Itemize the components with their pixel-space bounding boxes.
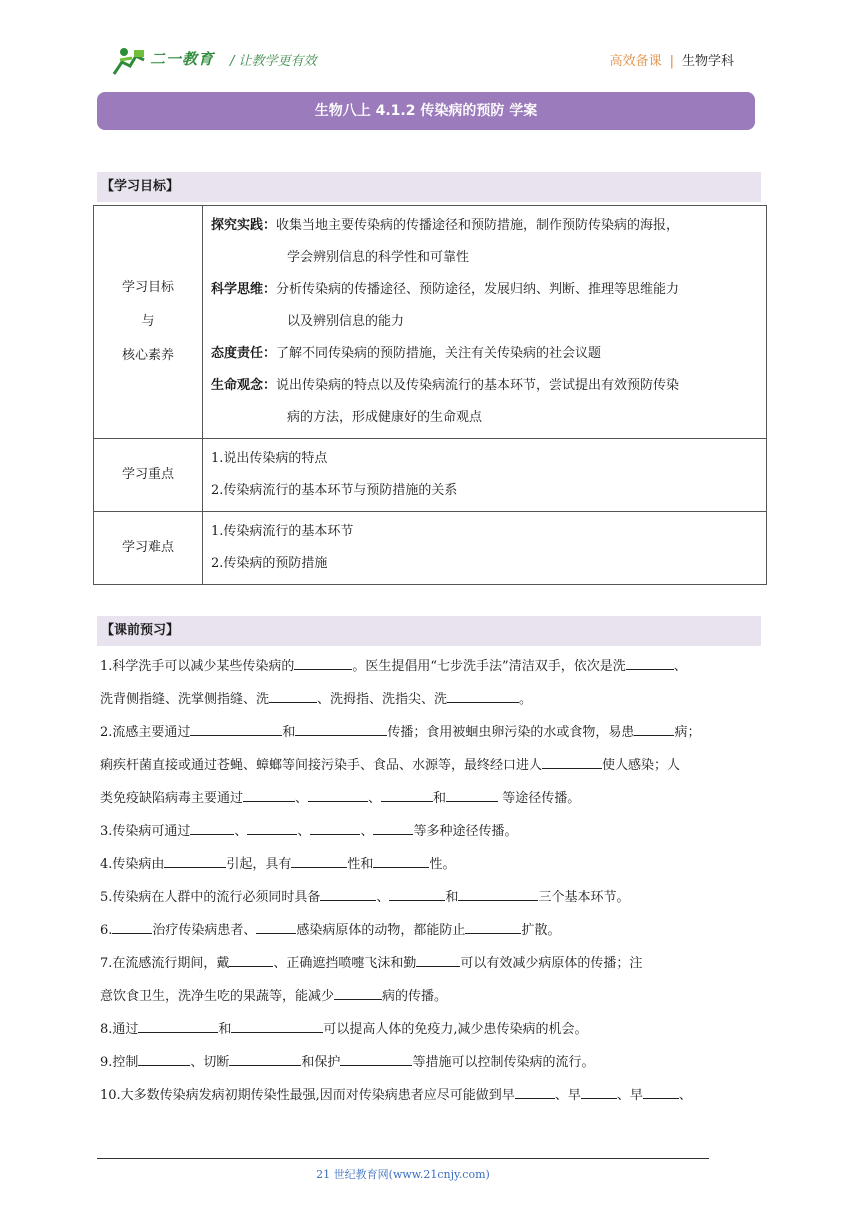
q-text: 等途径传播。 <box>498 791 581 806</box>
q-text: 类免疫缺陷病毒主要通过 <box>100 791 244 806</box>
q-text: 使人感染；人 <box>602 758 681 773</box>
q-text: 扩散。 <box>521 923 561 938</box>
q-text: 2.流感主要通过 <box>100 725 191 740</box>
goal-text-cont: 病的方法，形成健康好的生命观点 <box>287 410 483 425</box>
header-tag-prep: 高效备课 <box>609 54 662 69</box>
section-preview-heading: 【课前预习】 <box>97 616 761 646</box>
question-line <box>100 749 764 782</box>
answer-blank[interactable] <box>190 820 234 835</box>
logo-text: 二一教育 <box>150 50 215 68</box>
q-text: 7.在流感流行期间，戴 <box>100 956 230 971</box>
footer-link[interactable]: 21 世纪教育网(www.21cnjy.com) <box>316 1168 490 1181</box>
q-text: 和 <box>282 725 296 740</box>
question-line <box>100 716 764 749</box>
q-text: 、 <box>678 1088 692 1103</box>
question-line <box>100 683 764 716</box>
answer-blank[interactable] <box>542 754 602 769</box>
footer-divider <box>97 1158 709 1159</box>
q-text: 洗背侧指缝、洗掌侧指缝、洗 <box>100 692 270 707</box>
goal-item <box>211 338 760 370</box>
q-text: 、早 <box>554 1088 581 1103</box>
q-text: 引起，具有 <box>226 857 292 872</box>
answer-blank[interactable] <box>112 919 152 934</box>
answer-blank[interactable] <box>269 688 317 703</box>
answer-blank[interactable] <box>231 1018 323 1033</box>
q-text: 、 <box>360 824 374 839</box>
question-line <box>100 650 764 683</box>
page-title: 生物八上 4.1.2 传染病的预防 学案 <box>97 92 755 130</box>
answer-blank[interactable] <box>416 952 460 967</box>
question-line <box>100 848 764 881</box>
answer-blank[interactable] <box>295 721 387 736</box>
header-separator: | <box>669 54 674 69</box>
q-text: 、洗拇指、洗指尖、洗 <box>317 692 448 707</box>
answer-blank[interactable] <box>465 919 521 934</box>
row-content <box>203 439 767 512</box>
answer-blank[interactable] <box>164 853 226 868</box>
q-text: 意饮食卫生，洗净生吃的果蔬等，能减少 <box>100 989 335 1004</box>
q-text: 可以提高人体的免疫力,减少患传染病的机会。 <box>323 1022 588 1037</box>
goal-text: 说出传染病的特点以及传染病流行的基本环节，尝试提出有效预防传染 <box>276 378 680 393</box>
answer-blank[interactable] <box>256 919 296 934</box>
answer-blank[interactable] <box>458 886 538 901</box>
answer-blank[interactable] <box>447 688 519 703</box>
q-text: 5.传染病在人群中的流行必须同时具备 <box>100 890 321 905</box>
answer-blank[interactable] <box>320 886 376 901</box>
answer-blank[interactable] <box>373 820 413 835</box>
goal-item <box>211 370 760 402</box>
label-line: 核心素养 <box>121 348 174 363</box>
header-right <box>610 50 734 69</box>
answer-blank[interactable] <box>247 820 297 835</box>
answer-blank[interactable] <box>643 1084 679 1099</box>
row-label: 学习难点 <box>94 512 203 585</box>
answer-blank[interactable] <box>334 985 382 1000</box>
goal-item <box>211 274 760 306</box>
q-text: 和保护 <box>301 1055 341 1070</box>
difficult-point: 2.传染病的预防措施 <box>211 556 328 571</box>
q-text: 10.大多数传染病发病初期传染性最强,因而对传染病患者应尽可能做到早 <box>100 1088 515 1103</box>
answer-blank[interactable] <box>190 721 282 736</box>
difficult-point: 1.传染病流行的基本环节 <box>211 524 354 539</box>
q-text: 痢疾杆菌直接或通过苍蝇、蟑螂等间接污染手、食品、水源等，最终经口进人 <box>100 758 543 773</box>
table-row <box>94 206 767 439</box>
q-text: 可以有效减少病原体的传播；注 <box>460 956 643 971</box>
answer-blank[interactable] <box>243 787 295 802</box>
question-line <box>100 1046 764 1079</box>
answer-blank[interactable] <box>138 1051 190 1066</box>
q-text: 3.传染病可通过 <box>100 824 191 839</box>
question-line <box>100 980 764 1013</box>
q-text: 、切断 <box>190 1055 230 1070</box>
q-text: 、 <box>673 659 687 674</box>
q-text: 9.控制 <box>100 1055 139 1070</box>
questions <box>100 650 764 1112</box>
q-text: 、 <box>295 791 309 806</box>
q-text: 4.传染病由 <box>100 857 165 872</box>
answer-blank[interactable] <box>634 721 674 736</box>
q-text: 性和 <box>347 857 374 872</box>
row-content <box>203 512 767 585</box>
q-text: 等多种途径传播。 <box>413 824 518 839</box>
q-text: 、 <box>376 890 390 905</box>
answer-blank[interactable] <box>373 853 429 868</box>
question-line <box>100 947 764 980</box>
answer-blank[interactable] <box>229 952 273 967</box>
answer-blank[interactable] <box>515 1084 555 1099</box>
goal-text-cont: 学会辨别信息的科学性和可靠性 <box>287 250 470 265</box>
q-text: 三个基本环节。 <box>538 890 630 905</box>
row-label <box>94 206 203 439</box>
goal-key: 态度责任： <box>211 346 277 361</box>
answer-blank[interactable] <box>340 1051 412 1066</box>
table-row <box>94 512 767 585</box>
answer-blank[interactable] <box>381 787 433 802</box>
q-text: 感染病原体的动物，都能防止 <box>296 923 466 938</box>
q-text: 、早 <box>616 1088 643 1103</box>
answer-blank[interactable] <box>294 655 352 670</box>
question-line <box>100 1079 764 1112</box>
goal-item <box>211 210 760 242</box>
q-text: 治疗传染病患者、 <box>152 923 257 938</box>
answer-blank[interactable] <box>229 1051 301 1066</box>
question-line <box>100 815 764 848</box>
goal-text: 了解不同传染病的预防措施，关注有关传染病的社会议题 <box>276 346 602 361</box>
answer-blank[interactable] <box>308 787 368 802</box>
question-line <box>100 881 764 914</box>
q-text: 和 <box>218 1022 232 1037</box>
goal-text-cont: 以及辨别信息的能力 <box>287 314 405 329</box>
goal-text: 收集当地主要传染病的传播途径和预防措施，制作预防传染病的海报， <box>276 218 680 233</box>
goals-table <box>93 205 767 585</box>
page-header <box>110 40 750 80</box>
key-point: 2.传染病流行的基本环节与预防措施的关系 <box>211 483 458 498</box>
key-point: 1.说出传染病的特点 <box>211 451 328 466</box>
q-text: 、 <box>234 824 248 839</box>
question-line <box>100 782 764 815</box>
q-text: 8.通过 <box>100 1022 139 1037</box>
q-text: 和 <box>433 791 447 806</box>
q-text: 。 <box>519 692 533 707</box>
slogan: / 让教学更有效 <box>230 54 317 69</box>
q-text: 传播；食用被蛔虫卵污染的水或食物，易患 <box>387 725 635 740</box>
row-label: 学习重点 <box>94 439 203 512</box>
q-text: 病； <box>674 725 701 740</box>
answer-blank[interactable] <box>389 886 445 901</box>
q-text: 。医生提倡用“七步洗手法”清洁双手，依次是洗 <box>352 659 626 674</box>
answer-blank[interactable] <box>138 1018 218 1033</box>
answer-blank[interactable] <box>291 853 347 868</box>
q-text: 、 <box>368 791 382 806</box>
answer-blank[interactable] <box>626 655 674 670</box>
q-text: 6. <box>100 923 113 938</box>
header-tag-subject: 生物学科 <box>681 54 734 69</box>
goal-key: 生命观念： <box>211 378 277 393</box>
label-line: 与 <box>141 314 155 329</box>
q-text: 、正确遮挡喷嚏飞沫和勤 <box>273 956 417 971</box>
row-content <box>203 206 767 439</box>
answer-blank[interactable] <box>446 787 498 802</box>
q-text: 性。 <box>429 857 456 872</box>
q-text: 1.科学洗手可以减少某些传染病的 <box>100 659 295 674</box>
label-line: 学习目标 <box>121 280 174 295</box>
q-text: 和 <box>445 890 459 905</box>
q-text: 等措施可以控制传染病的流行。 <box>412 1055 595 1070</box>
q-text: 病的传播。 <box>382 989 448 1004</box>
q-text: 、 <box>297 824 311 839</box>
goal-key: 探究实践： <box>211 218 277 233</box>
table-row <box>94 439 767 512</box>
question-line <box>100 1013 764 1046</box>
answer-blank[interactable] <box>581 1084 617 1099</box>
goal-text: 分析传染病的传播途径、预防途径，发展归纳、判断、推理等思维能力 <box>276 282 680 297</box>
answer-blank[interactable] <box>310 820 360 835</box>
question-line <box>100 914 764 947</box>
goal-key: 科学思维： <box>211 282 277 297</box>
section-goals-heading: 【学习目标】 <box>97 172 761 202</box>
